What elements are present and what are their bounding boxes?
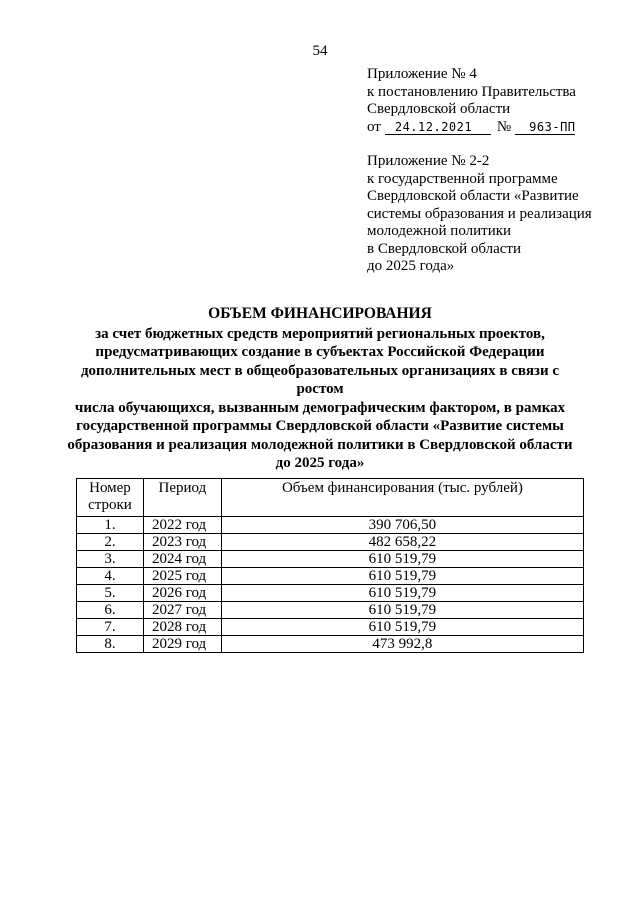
period-cell: 2022 год <box>143 517 221 534</box>
resolution-number: 963-ПП <box>515 120 575 135</box>
heading-line: до 2025 года» <box>275 455 365 471</box>
heading-line: государственной программы Свердловской области «Развитие системы <box>76 418 564 434</box>
financing-table-container <box>76 478 584 653</box>
row-number-cell: 4. <box>77 568 144 585</box>
from-label: от <box>367 118 381 135</box>
appendix-2-2-line: к государственной программе <box>367 170 558 187</box>
amount-cell: 610 519,79 <box>221 585 583 602</box>
table-row <box>77 619 584 636</box>
row-number-cell: 3. <box>77 551 144 568</box>
appendix-2-2-line: Приложение № 2-2 <box>367 153 490 169</box>
row-number-cell: 1. <box>77 517 144 534</box>
period-cell: 2025 год <box>143 568 221 585</box>
heading-line: числа обучающихся, вызванным демографическим фактором, в рамках <box>74 399 566 416</box>
page-number: 54 <box>312 43 328 59</box>
amount-cell: 390 706,50 <box>221 517 583 534</box>
table-row <box>77 585 584 602</box>
row-number-cell: 7. <box>77 619 144 636</box>
table-row <box>77 636 584 653</box>
row-number-cell: 8. <box>77 636 144 653</box>
table-row <box>77 551 584 568</box>
appendix-4-title: Приложение № 4 <box>367 66 477 82</box>
period-cell: 2024 год <box>143 551 221 568</box>
header-row-number-line1: Номер <box>89 480 131 496</box>
table-row <box>77 517 584 534</box>
row-number-cell: 5. <box>77 585 144 602</box>
period-cell: 2029 год <box>143 636 221 653</box>
document-heading <box>60 305 580 473</box>
appendix-2-2-line: молодежной политики <box>367 223 512 239</box>
period-cell: 2026 год <box>143 585 221 602</box>
header-row-number-line2: строки <box>88 497 132 513</box>
heading-line: дополнительных мест в общеобразовательных организациях в связи с ростом <box>80 362 560 397</box>
amount-cell: 482 658,22 <box>221 534 583 551</box>
resolution-date: 24.12.2021 <box>385 120 491 135</box>
row-number-cell: 6. <box>77 602 144 619</box>
number-label: № <box>496 118 512 135</box>
table-row <box>77 602 584 619</box>
appendix-2-2-line: системы образования и реализация <box>367 205 592 222</box>
appendix-4-date-line <box>367 119 627 137</box>
amount-cell: 610 519,79 <box>221 619 583 636</box>
period-cell: 2028 год <box>143 619 221 636</box>
amount-cell: 610 519,79 <box>221 551 583 568</box>
heading-line: за счет бюджетных средств мероприятий региональных проектов, <box>95 325 545 342</box>
appendix-2-2-line: до 2025 года» <box>367 258 455 274</box>
header-period: Период <box>143 479 221 517</box>
appendix-4-line: к постановлению Правительства <box>367 83 576 100</box>
heading-line: образования и реализация молодежной политики в Свердловской области <box>67 436 573 453</box>
period-cell: 2027 год <box>143 602 221 619</box>
appendix-2-2-line: в Свердловской области <box>367 240 522 257</box>
heading-line: предусматривающих создание в субъектах Российской Федерации <box>95 344 545 360</box>
document-title: ОБЪЕМ ФИНАНСИРОВАНИЯ <box>208 305 432 322</box>
appendix-2-2-line: Свердловской области «Развитие <box>367 188 579 204</box>
appendix-4-line: Свердловской области <box>367 101 511 117</box>
header-amount: Объем финансирования (тыс. рублей) <box>221 479 583 517</box>
appendix-4-block <box>367 66 627 136</box>
appendix-2-2-block <box>367 153 627 276</box>
table-header-row <box>77 479 584 517</box>
financing-table <box>76 478 584 653</box>
row-number-cell: 2. <box>77 534 144 551</box>
table-row <box>77 534 584 551</box>
table-row <box>77 568 584 585</box>
amount-cell: 610 519,79 <box>221 568 583 585</box>
amount-cell: 610 519,79 <box>221 602 583 619</box>
header-row-number <box>77 479 144 517</box>
amount-cell: 473 992,8 <box>221 636 583 653</box>
period-cell: 2023 год <box>143 534 221 551</box>
